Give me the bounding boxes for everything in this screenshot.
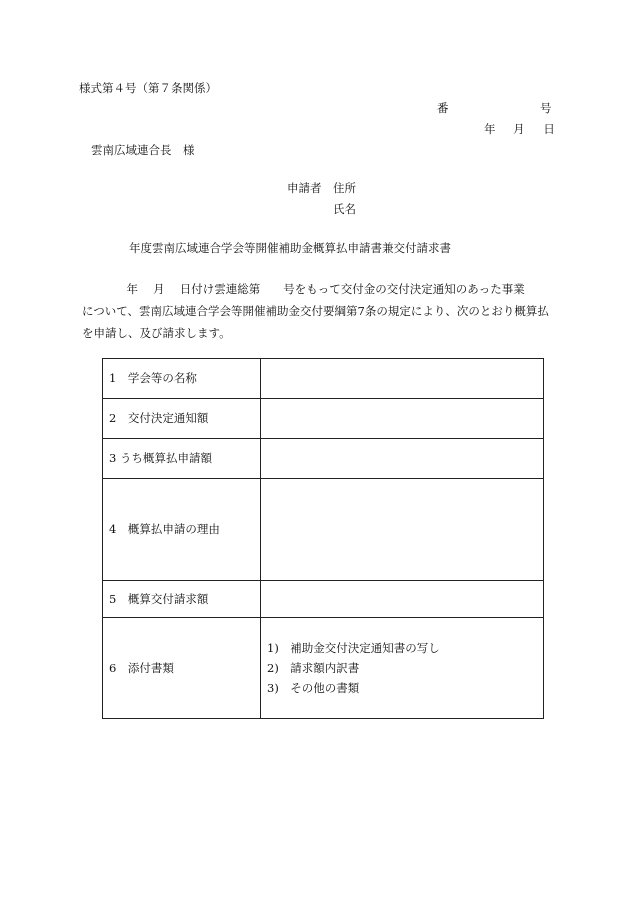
date-day-label: 日 bbox=[543, 122, 555, 136]
table-row bbox=[103, 479, 544, 581]
row-value-field[interactable] bbox=[261, 359, 544, 399]
table-row bbox=[103, 359, 544, 399]
row-label: 1 学会等の名称 bbox=[103, 359, 261, 399]
date-line bbox=[484, 122, 555, 136]
row-label: 5 概算交付請求額 bbox=[103, 581, 261, 618]
table-row bbox=[103, 439, 544, 479]
ban-label: 番 bbox=[437, 101, 449, 115]
row-value-field[interactable] bbox=[261, 581, 544, 618]
table-row bbox=[103, 618, 544, 719]
row-value-field[interactable] bbox=[261, 439, 544, 479]
form-number: 様式第４号（第７条関係） bbox=[79, 81, 217, 95]
body-text bbox=[82, 278, 552, 344]
attachments-cell bbox=[261, 618, 544, 719]
row-label: 3 うち概算払申請額 bbox=[103, 439, 261, 479]
items-table bbox=[102, 358, 544, 719]
attachment-item: 3) その他の書類 bbox=[267, 681, 360, 695]
document-title: 年度雲南広域連合学会等開催補助金概算払申請書兼交付請求書 bbox=[129, 241, 451, 255]
row-label: 6 添付書類 bbox=[103, 618, 261, 719]
table-row bbox=[103, 581, 544, 618]
body-line-3: を申請し、及び請求します。 bbox=[82, 326, 231, 340]
date-year-label: 年 bbox=[484, 122, 496, 136]
body-line-1: 年 月 日付け雲連総第 号をもって交付金の交付決定通知のあった事業 bbox=[115, 282, 525, 296]
body-line-2: について、雲南広域連合学会等開催補助金交付要綱第7条の規定により、次のとおり概算払 bbox=[82, 304, 549, 318]
date-month-label: 月 bbox=[513, 122, 525, 136]
table-row bbox=[103, 399, 544, 439]
applicant-address-label: 申請者 住所 bbox=[287, 181, 356, 195]
addressee: 雲南広域連合長 様 bbox=[91, 143, 195, 157]
row-value-field[interactable] bbox=[261, 479, 544, 581]
row-label: 4 概算払申請の理由 bbox=[103, 479, 261, 581]
row-value-field[interactable] bbox=[261, 399, 544, 439]
row-label: 2 交付決定通知額 bbox=[103, 399, 261, 439]
attachment-item: 2) 請求額内訳書 bbox=[267, 661, 360, 675]
attachment-item: 1) 補助金交付決定通知書の写し bbox=[267, 641, 440, 655]
go-label: 号 bbox=[540, 101, 552, 115]
applicant-name-label: 氏名 bbox=[333, 202, 356, 216]
attachments-list bbox=[267, 638, 543, 698]
